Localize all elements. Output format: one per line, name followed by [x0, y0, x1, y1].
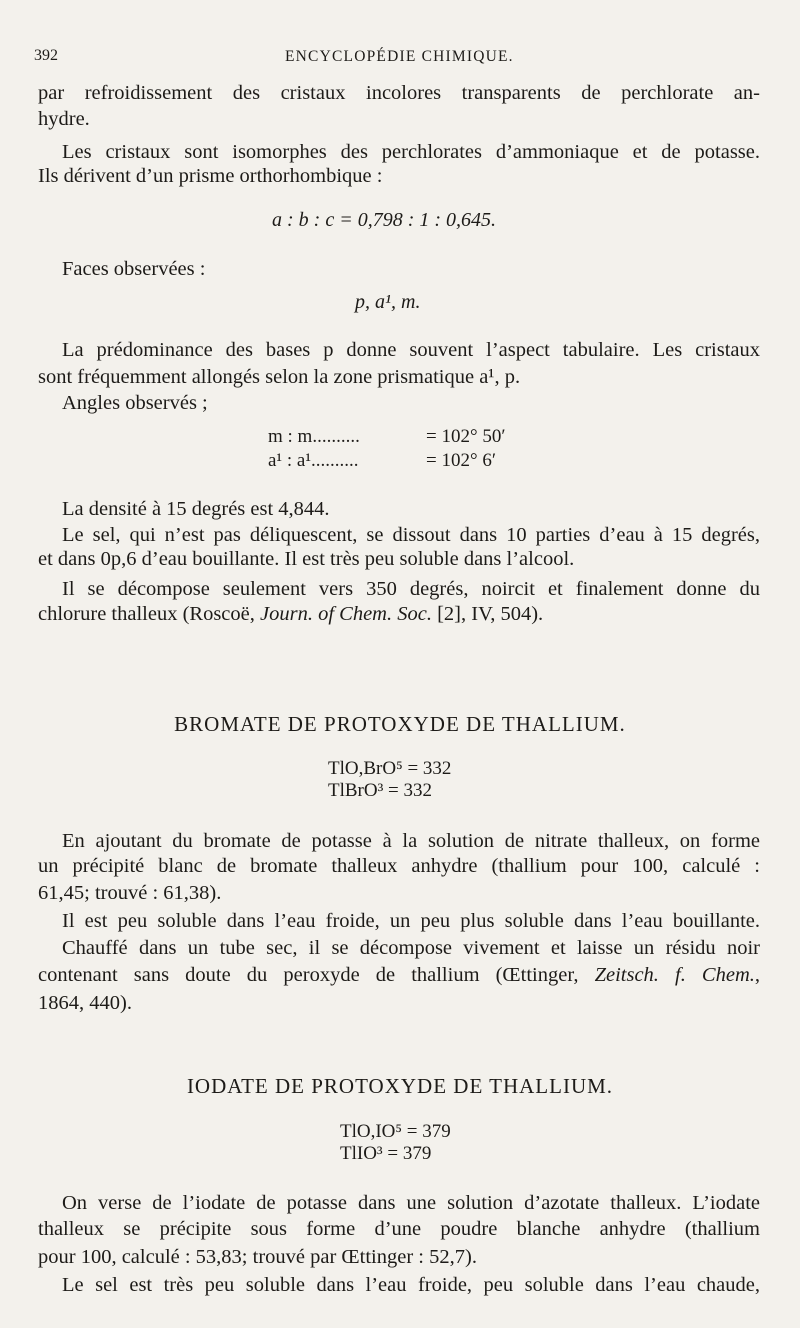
text-line: Angles observés ;	[62, 392, 208, 414]
faces-list: p, a¹, m.	[355, 291, 421, 313]
text-line: Ils dérivent d’un prisme orthorhombique :	[38, 165, 383, 187]
text-line: La prédominance des bases p donne souvent l’aspect tabulaire. Les cristaux	[62, 339, 760, 361]
text-span: chlorure thalleux (Roscoë,	[38, 603, 261, 625]
text-span: ,	[754, 964, 760, 986]
formula: TlBrO³ = 332	[328, 780, 433, 801]
running-title: ENCYCLOPÉDIE CHIMIQUE.	[285, 48, 514, 65]
journal-name: Journ. of Chem. Soc.	[260, 603, 432, 625]
text-line: Il se décompose seulement vers 350 degrés, noircit et finalement donne du	[62, 578, 760, 600]
text-line: Il est peu soluble dans l’eau froide, un peu plus soluble dans l’eau bouillante.	[62, 910, 760, 932]
angle-left: m : m..........	[268, 426, 360, 447]
page-number: 392	[34, 47, 58, 64]
text-line: Chauffé dans un tube sec, il se décompose vivement et laisse un résidu noir	[62, 937, 760, 959]
section-heading: IODATE DE PROTOXYDE DE THALLIUM.	[186, 1074, 614, 1098]
formula: TlO,IO⁵ = 379	[340, 1121, 451, 1142]
text-line: Les cristaux sont isomorphes des perchlorates d’ammoniaque et de potasse.	[62, 141, 760, 163]
citation-line	[38, 601, 760, 627]
text-line: 61,45; trouvé : 61,38).	[38, 882, 222, 904]
text-line: Le sel, qui n’est pas déliquescent, se dissout dans 10 parties d’eau à 15 degrés,	[62, 524, 760, 546]
angle-value: = 102° 6′	[426, 450, 496, 471]
section-heading: BROMATE DE PROTOXYDE DE THALLIUM.	[174, 712, 626, 736]
axial-ratio: a : b : c = 0,798 : 1 : 0,645.	[272, 209, 497, 231]
text-line: un précipité blanc de bromate thalleux anhydre (thallium pour 100, calculé :	[38, 855, 760, 877]
text-line: On verse de l’iodate de potasse dans une solution d’azotate thalleux. L’iodate	[62, 1192, 760, 1214]
text-line: et dans 0p,6 d’eau bouillante. Il est très peu soluble dans l’alcool.	[38, 548, 575, 570]
angle-value: = 102° 50′	[426, 426, 506, 447]
text-line: hydre.	[38, 108, 90, 130]
text-line: En ajoutant du bromate de potasse à la solution de nitrate thalleux, on forme	[62, 830, 760, 852]
text-line: thalleux se précipite sous forme d’une poudre blanche anhydre (thallium	[38, 1218, 760, 1240]
text-line: Le sel est très peu soluble dans l’eau froide, peu soluble dans l’eau chaude,	[62, 1274, 760, 1296]
citation-line	[38, 962, 760, 988]
text-line: 1864, 440).	[38, 992, 132, 1014]
text-line: sont fréquemment allongés selon la zone prismatique a¹, p.	[38, 366, 521, 388]
text-span: contenant sans doute du peroxyde de thallium (Œttinger,	[38, 964, 595, 986]
text-line: par refroidissement des cristaux incolores transparents de perchlorate an-	[38, 82, 760, 104]
angle-left: a¹ : a¹..........	[268, 450, 359, 471]
formula: TlIO³ = 379	[340, 1143, 432, 1164]
journal-name: Zeitsch. f. Chem.	[594, 964, 755, 986]
text-line: La densité à 15 degrés est 4,844.	[62, 498, 330, 520]
text-line: Faces observées :	[62, 258, 206, 280]
formula: TlO,BrO⁵ = 332	[328, 758, 452, 779]
text-span: [2], IV, 504).	[431, 603, 544, 625]
text-line: pour 100, calculé : 53,83; trouvé par Œttinger : 52,7).	[38, 1246, 477, 1268]
